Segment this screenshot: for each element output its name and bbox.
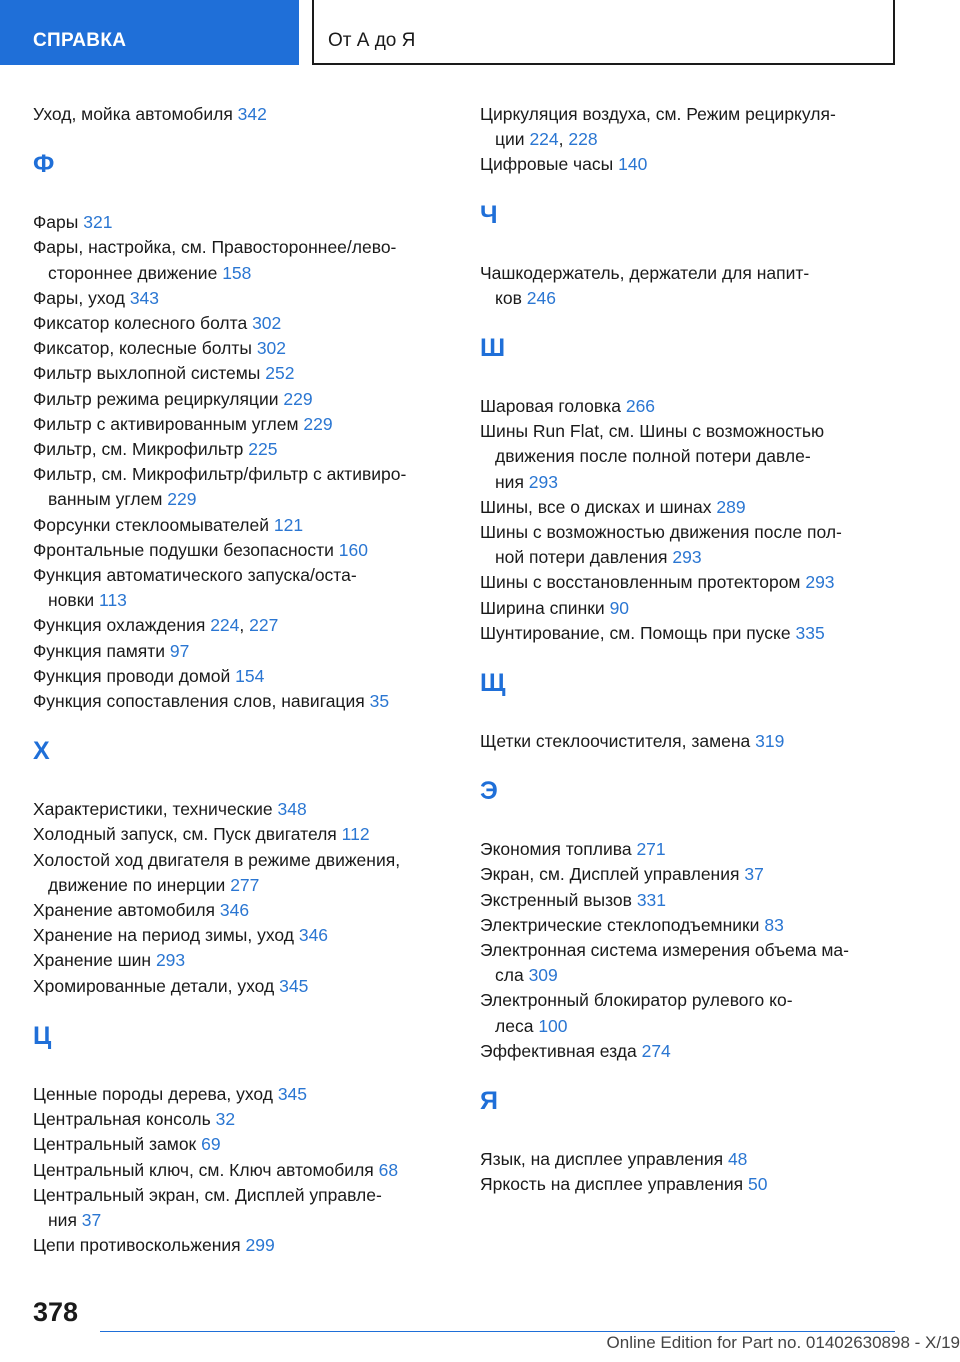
index-entry bbox=[33, 948, 443, 973]
entry-term: Фильтр с активированным углем bbox=[33, 413, 299, 434]
entry-term: ния bbox=[48, 1209, 77, 1230]
page-link[interactable]: 299 bbox=[245, 1235, 275, 1256]
entry-term: Центральный ключ, см. Ключ автомобиля bbox=[33, 1159, 374, 1180]
page-link[interactable]: 229 bbox=[283, 388, 313, 409]
entry-term: Хромированные детали, уход bbox=[33, 975, 275, 996]
index-entry bbox=[480, 862, 890, 887]
entry-term: Центральная консоль bbox=[33, 1109, 211, 1130]
page-link[interactable]: 37 bbox=[744, 864, 764, 885]
entry-term: Электронная система измерения объема ма- bbox=[480, 940, 849, 961]
index-entry bbox=[480, 837, 890, 862]
page-link[interactable]: 68 bbox=[378, 1159, 399, 1180]
section-letter: Щ bbox=[480, 669, 506, 698]
entry-term: Эффективная езда bbox=[480, 1040, 637, 1061]
entry-term: Щетки стеклоочистителя, замена bbox=[480, 731, 751, 752]
entry-term: Функция проводи домой bbox=[33, 665, 231, 686]
page-link[interactable]: 225 bbox=[248, 439, 278, 460]
entry-term: сла bbox=[495, 965, 524, 986]
index-entry bbox=[33, 102, 443, 127]
entry-term: Хранение автомобиля bbox=[33, 900, 216, 921]
entry-term: Хранение шин bbox=[33, 950, 152, 971]
page-number: 378 bbox=[33, 1297, 79, 1327]
page-link[interactable]: 140 bbox=[618, 154, 648, 175]
index-entry bbox=[33, 1158, 443, 1183]
index-entry bbox=[33, 974, 443, 999]
entry-term: Шунтирование, см. Помощь при пуске bbox=[480, 622, 791, 643]
entry-term: Функция сопоставления слов, навигация bbox=[33, 691, 365, 712]
entry-term: Функция охлаждения bbox=[33, 615, 206, 636]
index-column-left bbox=[33, 102, 443, 1258]
entry-term: Уход, мойка автомобиля bbox=[33, 104, 233, 124]
section-letter: Ш bbox=[480, 334, 506, 363]
entry-term: ков bbox=[495, 287, 522, 308]
entry-term: Фильтр, см. Микрофильтр bbox=[33, 439, 244, 460]
entry-term: Фильтр, см. Микрофильтр/фильтр с активиро- bbox=[33, 464, 407, 485]
page-link[interactable]: 69 bbox=[201, 1134, 221, 1155]
index-entry bbox=[480, 152, 890, 177]
footer-divider bbox=[100, 1331, 895, 1332]
index-entry bbox=[33, 1233, 443, 1258]
index-entry bbox=[480, 1039, 890, 1064]
index-entry bbox=[33, 235, 443, 285]
index-entry bbox=[480, 1172, 890, 1197]
index-entry bbox=[33, 412, 443, 437]
index-entry bbox=[33, 1132, 443, 1157]
entry-term: Фары, уход bbox=[33, 287, 125, 308]
page-link[interactable]: 112 bbox=[341, 824, 370, 845]
page-link[interactable]: 32 bbox=[215, 1109, 236, 1130]
index-entry bbox=[33, 311, 443, 336]
index-entry bbox=[33, 822, 443, 847]
page-link[interactable]: 321 bbox=[83, 212, 113, 233]
section-letter: Э bbox=[480, 777, 498, 806]
entry-term: Циркуляция воздуха, см. Режим рециркуля- bbox=[480, 104, 836, 124]
page-link[interactable]: 346 bbox=[219, 900, 250, 921]
page-link[interactable]: 345 bbox=[277, 1083, 308, 1104]
entry-term: Функция памяти bbox=[33, 640, 166, 661]
entry-term: Шины Run Flat, см. Шины с возможностью bbox=[480, 421, 825, 442]
entry-term: Чашкодержатель, держатели для напит- bbox=[480, 262, 810, 283]
page-link[interactable]: 274 bbox=[641, 1040, 671, 1061]
entry-term: Шины с возможностью движения после пол- bbox=[480, 522, 842, 543]
index-entry bbox=[480, 913, 890, 938]
edition-note: Online Edition for Part no. 01402630898 - X/19 bbox=[606, 1333, 960, 1352]
entry-term: Функция автоматического запуска/оста- bbox=[33, 565, 357, 586]
index-entry bbox=[33, 797, 443, 822]
page-link[interactable]: 293 bbox=[528, 471, 558, 492]
index-entry bbox=[480, 888, 890, 913]
entry-term: Фиксатор, колесные болты bbox=[33, 338, 252, 359]
entry-term: ции bbox=[495, 129, 525, 150]
page-link[interactable]: 227 bbox=[249, 615, 279, 636]
page-link[interactable]: 37 bbox=[81, 1209, 102, 1230]
index-entry bbox=[480, 520, 890, 570]
page-link[interactable]: 158 bbox=[222, 262, 252, 283]
index-entry bbox=[480, 419, 890, 495]
index-entry bbox=[480, 394, 890, 419]
index-entry bbox=[33, 898, 443, 923]
index-entry bbox=[33, 538, 443, 563]
page-link[interactable]: 346 bbox=[298, 925, 329, 946]
entry-term: стороннее движение bbox=[48, 262, 218, 283]
entry-term: Экран, см. Дисплей управления bbox=[480, 864, 740, 885]
index-entry bbox=[480, 729, 890, 754]
page-link[interactable]: 343 bbox=[129, 287, 160, 308]
entry-term: Цепи противоскольжения bbox=[33, 1235, 241, 1256]
page-link[interactable]: 335 bbox=[795, 622, 825, 643]
page-link[interactable]: 277 bbox=[230, 874, 260, 895]
entry-term: Шины с восстановленным протектором bbox=[480, 572, 801, 593]
index-entry bbox=[480, 261, 890, 311]
entry-term: Фронтальные подушки безопасности bbox=[33, 539, 334, 560]
section-tab: СПРАВКА bbox=[0, 0, 299, 65]
page-link[interactable]: 228 bbox=[568, 129, 598, 150]
index-entry bbox=[33, 1107, 443, 1132]
entry-term: Фильтр режима рециркуляции bbox=[33, 388, 279, 409]
page-link[interactable]: 309 bbox=[528, 965, 558, 986]
index-entry bbox=[33, 639, 443, 664]
page-link[interactable]: 289 bbox=[716, 496, 746, 517]
entry-term: движение по инерции bbox=[48, 874, 226, 895]
entry-term: Яркость на дисплее управления bbox=[480, 1174, 744, 1195]
page-link[interactable]: 266 bbox=[625, 396, 656, 417]
page-link[interactable]: 160 bbox=[338, 539, 368, 560]
index-entry bbox=[33, 664, 443, 689]
section-letter: Ф bbox=[33, 150, 55, 179]
page-link[interactable]: 293 bbox=[805, 572, 835, 593]
index-entry bbox=[480, 596, 890, 621]
page-link[interactable]: 48 bbox=[727, 1149, 748, 1170]
page-link[interactable]: 83 bbox=[764, 914, 784, 935]
page-link[interactable]: 100 bbox=[538, 1015, 568, 1036]
section-letter: Ц bbox=[33, 1021, 52, 1050]
index-entry bbox=[33, 462, 443, 512]
entry-term: Фиксатор колесного болта bbox=[33, 313, 248, 334]
entry-term: Экстренный вызов bbox=[480, 889, 632, 910]
page-link[interactable]: 319 bbox=[755, 731, 785, 752]
entry-term: Шины, все о дисках и шинах bbox=[480, 496, 712, 517]
index-entry bbox=[480, 570, 890, 595]
index-entry bbox=[33, 437, 443, 462]
entry-term: движения после полной потери давле- bbox=[495, 446, 811, 467]
index-entry bbox=[480, 495, 890, 520]
index-entry bbox=[33, 387, 443, 412]
page-link[interactable]: 35 bbox=[369, 691, 390, 712]
index-entry bbox=[33, 210, 443, 235]
index-entry bbox=[33, 513, 443, 538]
page-link[interactable]: 348 bbox=[277, 799, 307, 820]
entry-term: Ценные породы дерева, уход bbox=[33, 1083, 273, 1104]
index-entry bbox=[33, 848, 443, 898]
section-letter: Я bbox=[480, 1087, 498, 1116]
page-link[interactable]: 302 bbox=[256, 338, 287, 359]
page-link[interactable]: 113 bbox=[99, 590, 127, 611]
entry-term: Фары bbox=[33, 212, 79, 233]
page-link[interactable]: 271 bbox=[636, 839, 666, 860]
page-link[interactable]: 90 bbox=[609, 597, 630, 618]
index-entry bbox=[33, 689, 443, 714]
page-link[interactable]: 224 bbox=[529, 129, 559, 150]
index-entry bbox=[480, 988, 890, 1038]
page-link[interactable]: 342 bbox=[237, 104, 267, 124]
entry-term: Центральный экран, см. Дисплей управле- bbox=[33, 1184, 382, 1205]
entry-term: новки bbox=[48, 590, 95, 611]
index-entry bbox=[480, 938, 890, 988]
index-column-right bbox=[480, 102, 890, 1197]
page-link[interactable]: 154 bbox=[235, 665, 265, 686]
index-entry bbox=[33, 563, 443, 613]
entry-term: Язык, на дисплее управления bbox=[480, 1149, 724, 1170]
index-entry bbox=[480, 1147, 890, 1172]
entry-term: Ширина спинки bbox=[480, 597, 605, 618]
entry-term: Экономия топлива bbox=[480, 839, 632, 860]
index-entry bbox=[33, 361, 443, 386]
index-entry: Циркуляция воздуха, см. Режим рециркуля- ции 224, 228 bbox=[480, 104, 836, 150]
page-link[interactable]: 229 bbox=[303, 413, 333, 434]
entry-term: Центральный замок bbox=[33, 1134, 197, 1155]
page-link[interactable]: 345 bbox=[279, 975, 309, 996]
index-entry bbox=[33, 286, 443, 311]
entry-term: ной потери давления bbox=[495, 547, 668, 568]
entry-term: Фары, настройка, см. Правостороннее/лево- bbox=[33, 237, 397, 258]
entry-term: Холодный запуск, см. Пуск двигателя bbox=[33, 824, 337, 845]
page-link[interactable]: 252 bbox=[265, 363, 295, 384]
section-letter: Ч bbox=[480, 200, 498, 229]
entry-term: Холостой ход двигателя в режиме движения, bbox=[33, 849, 401, 870]
entry-term: Хранение на период зимы, уход bbox=[33, 925, 294, 946]
index-entry bbox=[480, 621, 890, 646]
page-link[interactable]: 293 bbox=[672, 547, 702, 568]
entry-term: леса bbox=[495, 1015, 534, 1036]
page-link[interactable]: 224 bbox=[210, 615, 240, 636]
page-link[interactable]: 121 bbox=[273, 514, 304, 535]
entry-term: Электрические стеклоподъемники bbox=[480, 914, 760, 935]
page-link[interactable]: 229 bbox=[167, 489, 197, 510]
entry-term: Шаровая головка bbox=[480, 396, 621, 417]
entry-term: ния bbox=[495, 471, 524, 492]
index-entry: Функция охлаждения 224, 227 bbox=[33, 615, 279, 636]
entry-term: Характеристики, технические bbox=[33, 799, 273, 820]
index-entry bbox=[33, 1183, 443, 1233]
page-link[interactable]: 331 bbox=[636, 889, 667, 910]
entry-term: ванным углем bbox=[48, 489, 163, 510]
index-entry bbox=[33, 336, 443, 361]
index-entry bbox=[33, 1082, 443, 1107]
entry-term: Форсунки стеклоомывателей bbox=[33, 514, 270, 535]
entry-term: Фильтр выхлопной системы bbox=[33, 363, 261, 384]
page-link[interactable]: 246 bbox=[526, 287, 556, 308]
page-link[interactable]: 293 bbox=[155, 950, 186, 971]
page-link[interactable]: 97 bbox=[169, 640, 190, 661]
index-entry bbox=[33, 923, 443, 948]
entry-term: Цифровые часы bbox=[480, 154, 614, 175]
section-letter: Х bbox=[33, 737, 50, 766]
entry-term: Электронный блокиратор рулевого ко- bbox=[480, 990, 793, 1011]
chapter-title: От А до Я bbox=[312, 0, 895, 65]
page-link[interactable]: 302 bbox=[252, 313, 282, 334]
page-link[interactable]: 50 bbox=[748, 1174, 768, 1195]
